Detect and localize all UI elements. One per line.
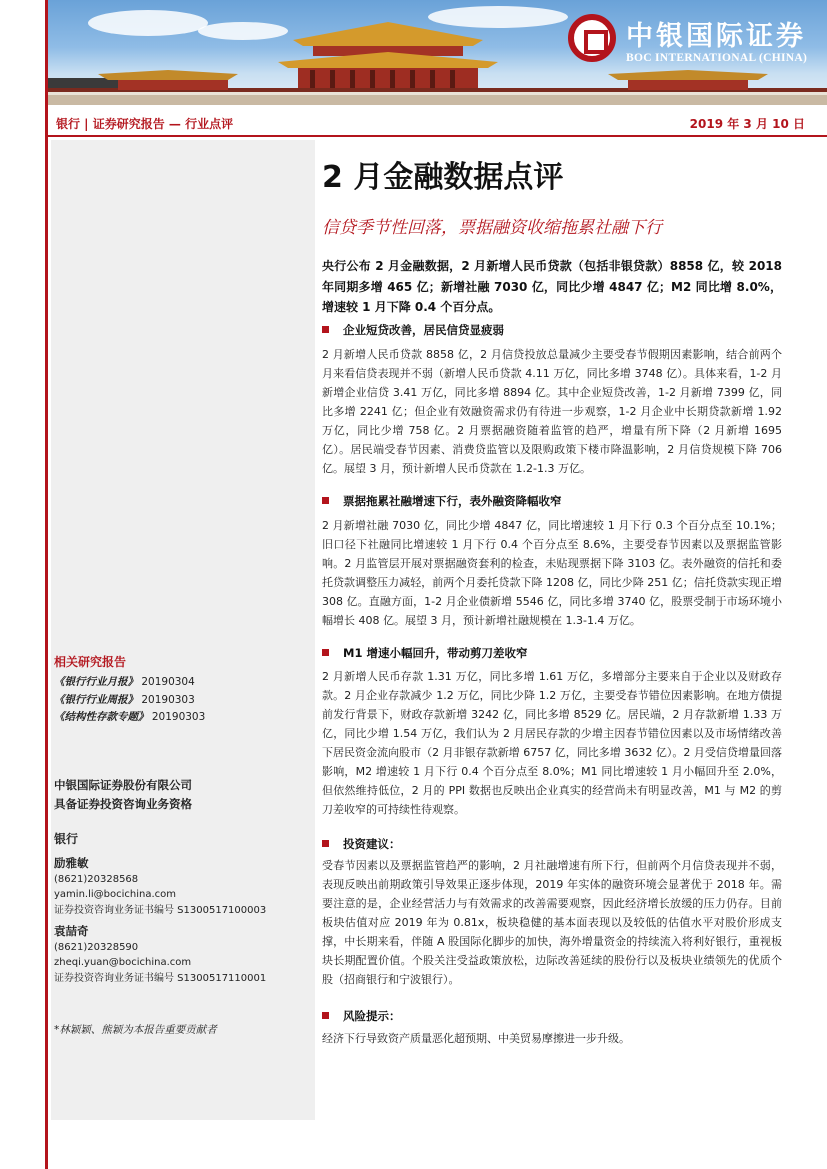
analyst-email[interactable]: yamin.li@bocichina.com bbox=[54, 889, 176, 900]
related-report-item[interactable]: 《结构性存款专题》 20190303 bbox=[54, 711, 206, 723]
report-category: 银行 | 证券研究报告 — 行业点评 bbox=[56, 117, 234, 131]
report-subtitle: 信贷季节性回落，票据融资收缩拖累社融下行 bbox=[322, 218, 662, 238]
report-title: 2 月金融数据点评 bbox=[322, 160, 564, 195]
analyst-cert: 证券投资咨询业务证书编号 S1300517110001 bbox=[54, 972, 267, 984]
related-report-item[interactable]: 《银行行业月报》 20190304 bbox=[54, 676, 195, 688]
sidebar bbox=[51, 140, 315, 1120]
sector-label: 银行 bbox=[54, 832, 79, 846]
section-body: 受春节因素以及票据监管趋严的影响，2 月社融增速有所下行，但前两个月信贷表现并不弱，表现反映出前期政策引导效果正逐步体现，2019 年实体的融资环境会显著优于 2018 年。需要注意的是，企业经营活力与有效需求的改善需要观察，因此经济增长放缓的压力仍存。目前板块估值对应 2019 年为 0.81x，板块稳健的基本面表现以及较低的估值水平对股价形成支撑，中长期来看，伴随 A 股国际化脚步的加快，海外增量资金的持续流入将利好银行，重视板块长期配置价值。个股关注受益政策放松，边际改善延续的股份行以及板块业绩领先的优质个股（招商银行和宁波银行）。 bbox=[322, 859, 782, 986]
left-border bbox=[0, 0, 48, 1169]
section-heading: 投资建议： bbox=[322, 836, 782, 852]
analyst-email[interactable]: zheqi.yuan@bocichina.com bbox=[54, 957, 192, 968]
logo-chinese: 中银国际证券 bbox=[626, 21, 806, 52]
section-body: 2 月新增人民币存款 1.31 万亿，同比多增 1.61 万亿，多增部分主要来自于企业以及财政存款。2 月企业存款减少 1.2 万亿，同比少降 1.2 万亿，主要受春节错位因素影响。在地方债提前发行背景下，财政存款新增 3242 亿，同比多增 8529 亿。居民端，2 月存款新增 1.33 万亿，同比少增 1.54 万亿，我们认为 2 月居民存款的少增主因春节错位因素以及市场情绪改善下居民资金流向股市（2 月非银存款新增 6757 亿，同比多增 3632 亿）。2 月受信贷增量回落影响，M2 增速较 1 月下行 0.4 个百分点至 8.0%；M1 同比增速较 1 月小幅回升至 2.0%，但依然维持低位，2 月的 PPI 数据也反映出企业真实的经营尚未有明显改善，M1 与 M2 的剪刀差收窄的可持续性待观察。 bbox=[322, 670, 782, 816]
bullet-icon bbox=[322, 326, 329, 333]
bullet-icon bbox=[322, 649, 329, 656]
section-heading: 风险提示： bbox=[322, 1008, 782, 1024]
report-date: 2019 年 3 月 10 日 bbox=[689, 117, 805, 131]
company-info: 中银国际证券股份有限公司 具备证券投资咨询业务资格 bbox=[54, 778, 192, 811]
analyst-phone: (8621)20328590 bbox=[54, 941, 139, 953]
analyst-name: 励雅敏 bbox=[54, 856, 89, 870]
boc-logo-icon bbox=[568, 14, 616, 62]
analyst-card bbox=[54, 924, 266, 986]
section-body: 经济下行导致资产质量恶化超预期、中美贸易摩擦进一步升级。 bbox=[322, 1032, 630, 1045]
section-heading: 票据拖累社融增速下行，表外融资降幅收窄 bbox=[322, 493, 782, 509]
analyst-card bbox=[54, 856, 266, 918]
related-reports-title: 相关研究报告 bbox=[54, 655, 127, 669]
bullet-icon bbox=[322, 1012, 329, 1019]
section-heading: M1 增速小幅回升，带动剪刀差收窄 bbox=[322, 645, 782, 661]
analyst-cert: 证券投资咨询业务证书编号 S1300517100003 bbox=[54, 904, 267, 916]
report-summary: 央行公布 2 月金融数据，2 月新增人民币贷款（包括非银贷款）8858 亿，较 2018 年同期多增 465 亿；新增社融 7030 亿，同比少增 4847 亿；M2 同比增 8.0%，增速较 1 月下降 0.4 个百分点。 bbox=[322, 259, 782, 314]
related-reports-list bbox=[54, 674, 205, 727]
report-category-bar bbox=[48, 109, 827, 137]
logo-english: BOC INTERNATIONAL (CHINA) bbox=[626, 52, 808, 64]
bullet-icon bbox=[322, 840, 329, 847]
section-body: 2 月新增人民币贷款 8858 亿，2 月信贷投放总量减少主要受春节假期因素影响，结合前两个月来看信贷表现并不弱（新增人民币贷款 4.11 万亿，同比多增 3748 亿）。具体来看，1-2 月新增企业信贷 3.41 万亿，同比多增 8894 亿。其中企业短贷改善，1-2 月新增 7399 亿，同比多增 2241 亿；但企业有效融资需求仍有待进一步观察，1-2 月企业中长期贷款新增 1.92 万亿，同比少增 758 亿。2 月票据融资随着监管的趋严，增量有所下降（2 月新增 1695 亿）。居民端受春节因素、消费贷监管以及限购政策下楼市降温影响，2 月信贷规模下降 706 亿。展望 3 月，预计新增人民币贷款在 1.2-1.3 万亿。 bbox=[322, 348, 782, 475]
company-logo bbox=[568, 14, 818, 74]
analyst-name: 袁喆奇 bbox=[54, 924, 89, 938]
contributors-note: *林颖颖、熊颖为本报告重要贡献者 bbox=[54, 1024, 217, 1036]
header-banner bbox=[48, 0, 827, 105]
analyst-phone: (8621)20328568 bbox=[54, 873, 139, 885]
bullet-icon bbox=[322, 497, 329, 504]
section-body: 2 月新增社融 7030 亿，同比少增 4847 亿，同比增速较 1 月下行 0.3 个百分点至 10.1%；旧口径下社融同比增速较 1 月下行 0.4 个百分点至 8.6%，主要受春节因素以及票据监管影响。2 月监管层开展对票据融资套利的检查，未贴现票据下降 3103 亿。表外融资的信托和委托贷款调整压力减轻，前两个月委托贷款下降 1208 亿，同比少降 251 亿；信托贷款实现正增 308 亿。直融方面，1-2 月企业债新增 5546 亿，同比多增 3740 亿，股票受制于市场环境小幅增长 408 亿。展望 3 月，预计新增社融规模在 1.3-1.4 万亿。 bbox=[322, 519, 782, 627]
related-report-item[interactable]: 《银行行业周报》 20190303 bbox=[54, 693, 195, 706]
section-heading: 企业短贷改善，居民信贷显疲弱 bbox=[322, 322, 782, 338]
